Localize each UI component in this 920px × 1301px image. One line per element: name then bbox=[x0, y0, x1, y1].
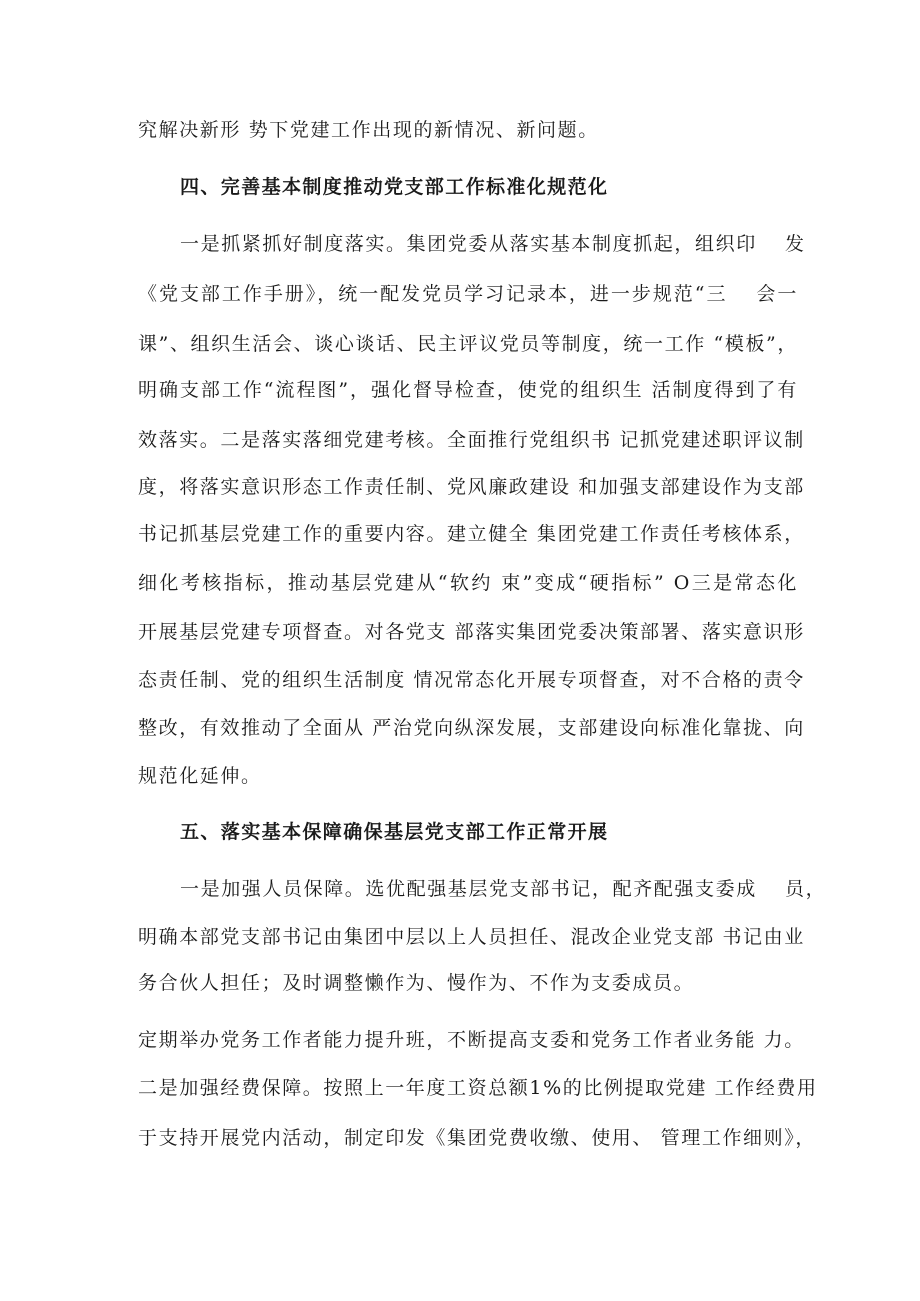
text-line: 度，将落实意识形态工作责任制、党风廉政建设 和加强支部建设作为支部 bbox=[138, 476, 805, 498]
text-line: 课”、组织生活会、谈心谈话、民主评议党员等制度，统一工作 “模板”， bbox=[138, 333, 798, 355]
text-line: 书记抓基层党建工作的重要内容。建立健全 集团党建工作责任考核体系， bbox=[138, 523, 805, 545]
text-line: 于支持开展党内活动，制定印发《集团党费收缴、使用、 管理工作细则》， bbox=[138, 1127, 816, 1149]
text-line: 《党支部工作手册》，统一配发党员学习记录本，进一步规范“三 会一 bbox=[138, 283, 798, 305]
text-line: 开展基层党建专项督查。对各党支 部落实集团党委决策部署、落实意识形 bbox=[138, 621, 805, 643]
section-heading-4: 四、完善基本制度推动党支部工作标准化规范化 bbox=[180, 176, 609, 198]
text-line: 一是抓紧抓好制度落实。集团党委从落实基本制度抓起，组织印 发 bbox=[180, 233, 806, 255]
text-line: 效落实。二是落实落细党建考核。全面推行党组织书 记抓党建述职评议制 bbox=[138, 429, 805, 451]
text-line: 态责任制、党的组织生活制度 情况常态化开展专项督查，对不合格的责令 bbox=[138, 669, 805, 691]
text-line: 定期举办党务工作者能力提升班，不断提高支委和党务工作者业务能 力。 bbox=[138, 1029, 805, 1051]
text-line: 明确本部党支部书记由集团中层以上人员担任、混改企业党支部 书记由业 bbox=[138, 926, 805, 948]
text-line: 务合伙人担任；及时调整懒作为、慢作为、不作为支委成员。 bbox=[138, 972, 695, 994]
text-line: 一是加强人员保障。选优配强基层党支部书记，配齐配强支委成 员， bbox=[180, 878, 827, 900]
text-line: 细化考核指标，推动基层党建从“软约 束”变成“硬指标” O三是常态化 bbox=[138, 572, 798, 594]
text-line: 规范化延伸。 bbox=[138, 765, 262, 787]
text-line: 整改，有效推动了全面从 严治党向纵深发展，支部建设向标准化靠拢、向 bbox=[138, 717, 805, 739]
text-line: 究解决新形 势下党建工作出现的新情况、新问题。 bbox=[138, 119, 599, 141]
text-line: 二是加强经费保障。按照上一年度工资总额1%的比例提取党建 工作经费用 bbox=[138, 1077, 818, 1099]
text-line: 明确支部工作“流程图”，强化督导检查，使党的组织生 活制度得到了有 bbox=[138, 379, 798, 401]
section-heading-5: 五、落实基本保障确保基层党支部工作正常开展 bbox=[180, 821, 609, 843]
